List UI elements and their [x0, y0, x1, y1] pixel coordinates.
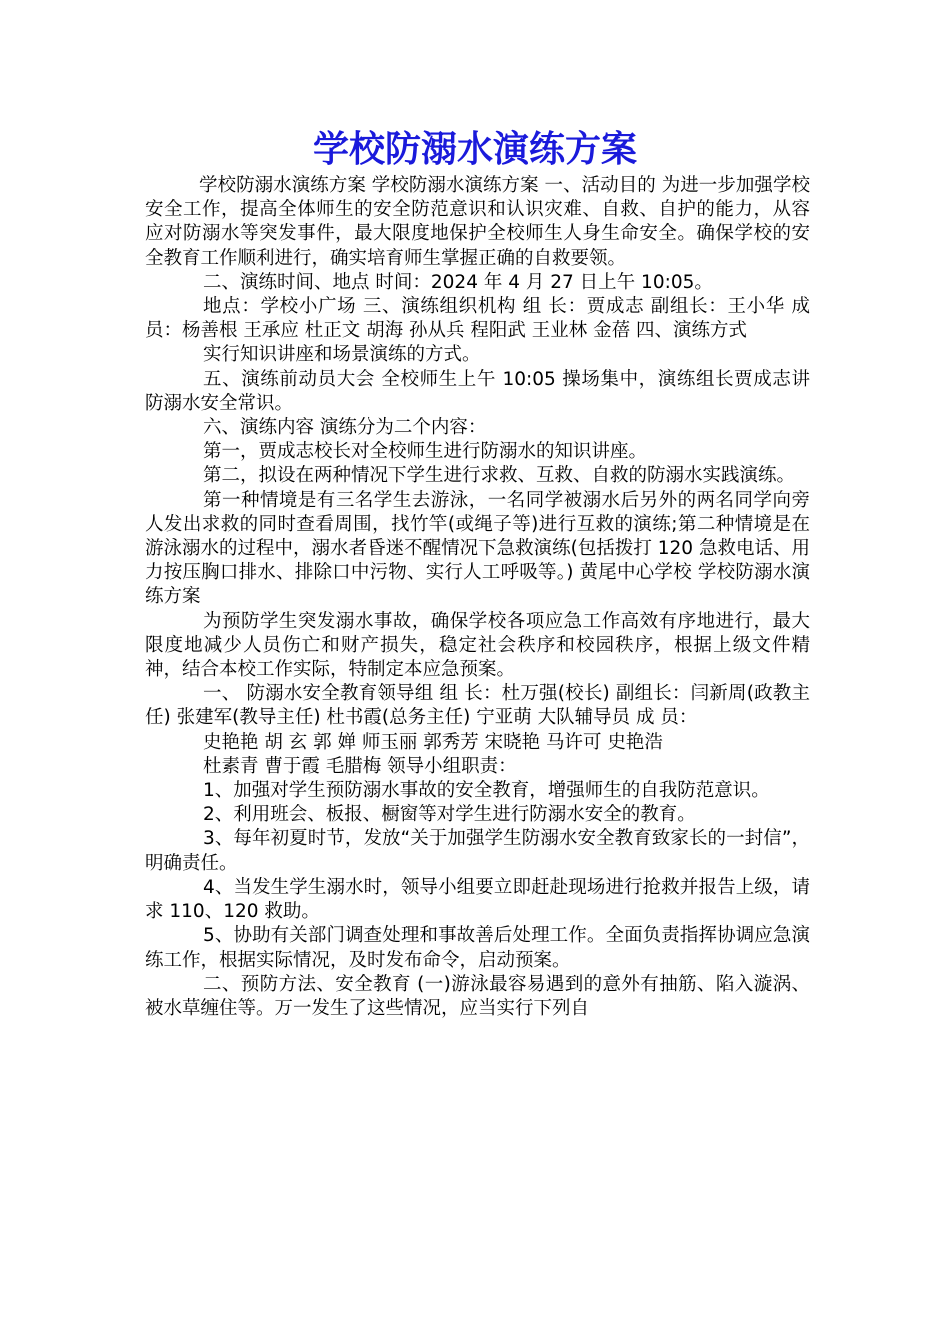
paragraph: 5、协助有关部门调查处理和事故善后处理工作。全面负责指挥协调应急演练工作，根据实际情况，及时发布命令，启动预案。	[145, 925, 810, 971]
paragraph: 为预防学生突发溺水事故，确保学校各项应急工作高效有序地进行，最大限度地减少人员伤亡和财产损失，稳定社会秩序和校园秩序，根据上级文件精神，结合本校工作实际，特制定本应急预案。	[145, 610, 810, 681]
paragraph: 2、利用班会、板报、橱窗等对学生进行防溺水安全的教育。	[203, 804, 696, 826]
paragraph: 1、加强对学生预防溺水事故的安全教育，增强师生的自我防范意识。	[203, 780, 770, 802]
paragraph: 杜素青 曹于霞 毛腊梅 领导小组职责：	[203, 755, 517, 777]
paragraph: 五、演练前动员大会 全校师生上午 10:05 操场集中，演练组长贾成志讲防溺水安全常识。	[145, 368, 810, 414]
paragraph: 第一，贾成志校长对全校师生进行防溺水的知识讲座。	[203, 441, 648, 463]
paragraph: 第二，拟设在两种情况下学生进行求救、互救、自救的防溺水实践演练。	[203, 465, 796, 487]
document-title: 学校防溺水演练方案	[312, 128, 637, 170]
paragraph: 实行知识讲座和场景演练的方式。	[203, 344, 481, 366]
paragraph: 4、当发生学生溺水时，领导小组要立即赶赴现场进行抢救并报告上级，请求 110、120 救助。	[145, 876, 810, 923]
paragraph: 二、预防方法、安全教育 (一)游泳最容易遇到的意外有抽筋、陷入漩涡、被水草缠住等。万一发生了这些情况，应当实行下列自	[145, 973, 810, 1019]
paragraph: 学校防溺水演练方案 学校防溺水演练方案 一、活动目的 为进一步加强学校安全工作，提高全体师生的安全防范意识和认识灾难、自救、自护的能力，从容应对防溺水等突发事件，最大限度地保护全校师生人身生命安全。确保学校的安全教育工作顺利进行，确实培育师生掌握正确的自救要领。	[145, 175, 810, 269]
paragraph: 二、演练时间、地点 时间：2024 年 4 月 27 日上午 10:05。	[203, 271, 713, 293]
paragraph: 3、每年初夏时节，发放“关于加强学生防溺水安全教育致家长的一封信”，明确责任。	[145, 828, 810, 874]
paragraph: 地点：学校小广场 三、演练组织机构 组 长：贾成志 副组长：王小华 成 员：杨善根 王承应 杜正文 胡海 孙从兵 程阳武 王业林 金蓓 四、演练方式	[145, 296, 810, 342]
paragraph: 第一种情境是有三名学生去游泳，一名同学被溺水后另外的两名同学向旁人发出求救的同时查看周围，找竹竿(或绳子等)进行互救的演练;第二种情境是在游泳溺水的过程中，溺水者昏迷不醒情况下急救演练(包括拨打 120 急救电话、用力按压胸口排水、排除口中污物、实行人工呼吸等。) 黄尾中心学校 学校防溺水演练方案	[145, 489, 810, 608]
paragraph: 史艳艳 胡 玄 郭 婵 师玉丽 郭秀芳 宋晓艳 马许可 史艳浩	[203, 731, 663, 753]
paragraph: 一、 防溺水安全教育领导组 组 长：杜万强(校长) 副组长：闫新周(政教主任) 张建军(教导主任) 杜书霞(总务主任) 宁亚萌 大队辅导员 成 员：	[145, 683, 810, 729]
paragraph: 六、演练内容 演练分为二个内容：	[203, 417, 487, 439]
document-body	[145, 174, 810, 1021]
